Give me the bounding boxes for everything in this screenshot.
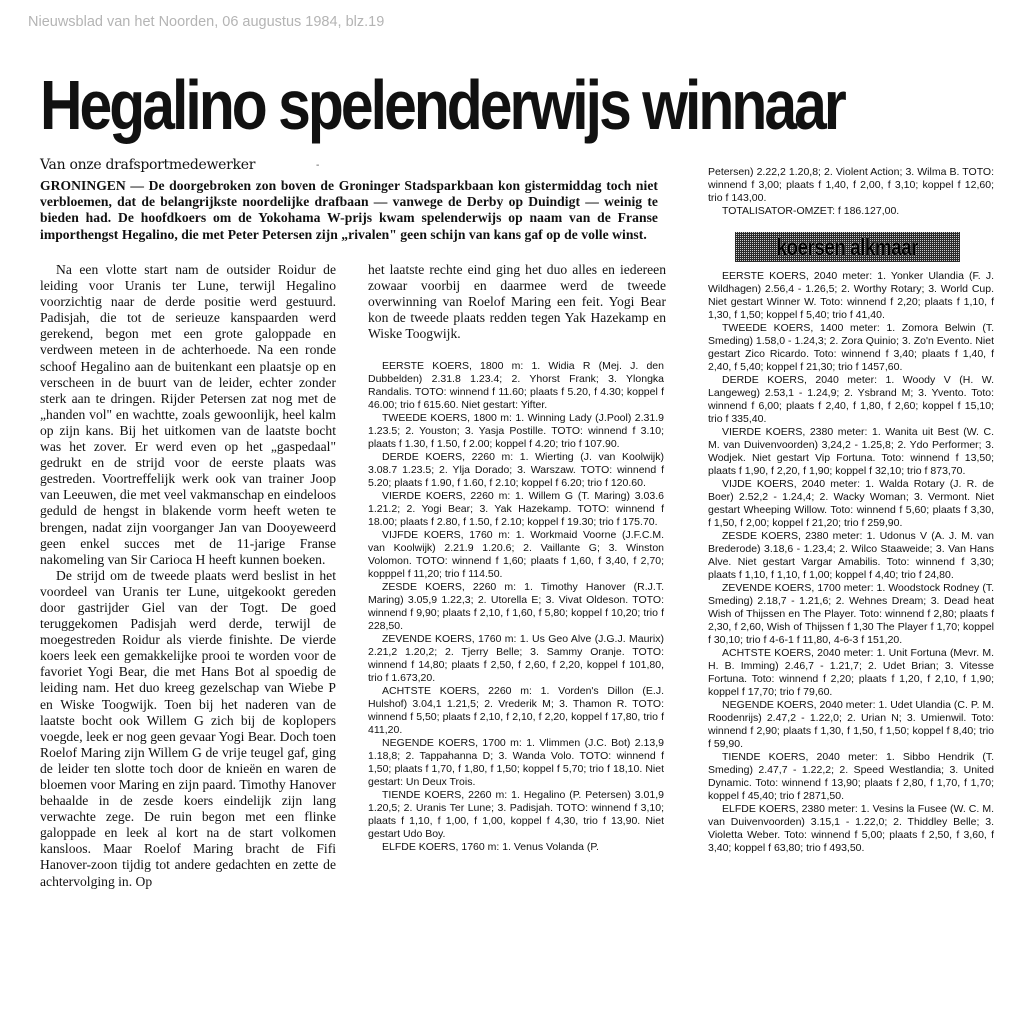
- race-result: VIERDE KOERS, 2260 m: 1. Willem G (T. Maring) 3.03.6 1.21.2; 2. Yogi Bear; 3. Yak Hazekamp. TOTO: winnend f 18.00; plaats f 2.80, f 1.50, f 2.10; koppel f 19.30; trio f 175.70.: [368, 490, 664, 528]
- race-result: TWEEDE KOERS, 1400 meter: 1. Zomora Belwin (T. Smeding) 1.58,0 - 1.24,3; 2. Zora Quinio; 3. Zo'n Evento. Niet gestart Zico Ricardo. Toto: winnend f 3,40; plaats f 1,40, f 2,40, f 5,40; koppel f 21,30; trio f 1457,60.: [708, 322, 994, 373]
- section-banner: [735, 232, 960, 262]
- source-caption: Nieuwsblad van het Noorden, 06 augustus 1984, blz.19: [28, 14, 385, 30]
- body-column-2: [368, 262, 666, 342]
- alkmaar-results: [708, 270, 994, 855]
- race-result: ACHTSTE KOERS, 2260 m: 1. Vorden's Dillon (E.J. Hulshof) 3.04,1 1.21,5; 2. Vrederik M; 3. Thamon R. TOTO: winnend f 5,50; plaats f 2,10, f 2,10, f 2,20, koppel f 17,80, trio f 411,20.: [368, 685, 664, 736]
- race-result: Petersen) 2.22,2 1.20,8; 2. Violent Action; 3. Wilma B. TOTO: winnend f 3,00; plaats f 1,40, f 2,00, f 3,10; koppel f 12,60; trio f 143,00.: [708, 166, 994, 204]
- race-result: EERSTE KOERS, 1800 m: 1. Widia R (Mej. J. den Dubbelden) 2.31.8 1.23.4; 2. Yhorst Frank; 3. Ylongka Randalis. TOTO: winnend f 11.60; plaats f 5.20, f 4.30; koppel f 46.00; trio f 615.60. Niet gestart: Yifter.: [368, 360, 664, 411]
- race-result: VIJDE KOERS, 2040 meter: 1. Walda Rotary (J. R. de Boer) 2.52,2 - 1.24,4; 2. Wacky Woman; 3. Vermont. Niet gestart Wheeping Willow. Toto: winnend f 5,60; plaats f 3,30, f 1,50, f 2,00; koppel f 21,20; trio f 259,90.: [708, 478, 994, 529]
- race-result: NEGENDE KOERS, 2040 meter: 1. Udet Ulandia (C. P. M. Roodenrijs) 2.47,2 - 1.22,0; 2. Urian N; 3. Umienwil. Toto: winnend f 2,90; plaats f 1,30, f 1,50, f 1,50; koppel f 8,40; trio f 59,90.: [708, 699, 994, 750]
- race-result: ELFDE KOERS, 2380 meter: 1. Vesins la Fusee (W. C. M. van Duivenvoorden) 3.15,1 - 1.22,0; 2. Thiddley Belle; 3. Violetta Weber. Toto: winnend f 5,00; plaats f 2,50, f 3,60, f 3,40; koppel f 63,80; trio f 493,50.: [708, 803, 994, 854]
- section-banner-label: koersen alkmaar: [776, 233, 919, 260]
- body-column-1: [40, 262, 336, 890]
- race-result: NEGENDE KOERS, 1700 m: 1. Vlimmen (J.C. Bot) 2.13,9 1.18,8; 2. Tappahanna D; 3. Wanda Volo. TOTO: winnend f 1,50; plaats f 1,70, f 1,80, f 1,50; koppel f 5,70; trio f 18,10. Niet gestart: Un Deux Trois.: [368, 737, 664, 788]
- race-result: VIJFDE KOERS, 1760 m: 1. Workmaid Voorne (J.F.C.M. van Koolwijk) 2.21.9 1.20.6; 2. Vaillante G; 3. Winston Volomon. TOTO: winnend f 1,60; plaats f 1,60, f 3,40, f 2,70; kopppel f 11,20; trio f 114.50.: [368, 529, 664, 580]
- race-result: TIENDE KOERS, 2260 m: 1. Hegalino (P. Petersen) 3.01,9 1.20,5; 2. Uranis Ter Lune; 3. Padisjah. TOTO: winnend f 3,10; plaats f 1,10, f 1,00, f 1,00, koppel f 4,30, trio f 13,90. Niet gestart Udo Boy.: [368, 789, 664, 840]
- race-result: DERDE KOERS, 2260 m: 1. Wierting (J. van Koolwijk) 3.08.7 1.23.5; 2. Ylja Dorado; 3. Warszaw. TOTO: winnend f 5.20; plaats f 1.90, f 1.60, f 2.10; koppel f 6.20; trio f 120.60.: [368, 451, 664, 489]
- body-paragraph: De strijd om de tweede plaats werd beslist in het voordeel van Uranis ter Lune, uitgekookt gereden door gastrijder Giel van der Togt. De goed teruggekomen Padisjah werd derde, terwijl de moegestreden Roidur als vierde finishte. De vierde koers leek een gemakkelijke prooi te worden voor de favoriet Yogi Bear, die met Hans Bot al spoedig de leiding nam. Het duo kreeg gezelschap van Wiebe P en Wiske Toogwijk. Toen bij het naderen van de laatste bocht ook Willem G zich bij de koplopers voegde, leek er nog geen gevaar Yogi Bear. Doch toen Roelof Maring zijn Willem G de vrije teugel gaf, ging de leider ten slotte toch door de knieën en waren de bloemen voor Maring en zijn paard. Timothy Hanover behaalde in de zesde koers eindelijk zijn lang verwachte zege. De ruin begon met een flinke galoppade en leek al kort na de start volkomen kansloos. Maar Roelof Maring bracht de Fifi Hanover-zoon tijdig tot andere gedachten en zette de achtervolging in. Op: [40, 567, 336, 889]
- article-headline: Hegalino spelenderwijs winnaar: [40, 66, 844, 144]
- lead-paragraph: GRONINGEN — De doorgebroken zon boven de Groninger Stadsparkbaan kon gistermiddag toch niet verbloemen, dat de belangrijkste noordelijke drafbaan — vanwege de Derby op Duindigt — weinig te bieden had. De hoofdkoers om de Yokohama W-prijs kwam spelenderwijs op naam van de Franse importhengst Hegalino, die met Peter Petersen zijn „rivalen" geen schijn van kans gaf op de volle winst.: [40, 178, 658, 242]
- race-result: TIENDE KOERS, 2040 meter: 1. Sibbo Hendrik (T. Smeding) 2.47,7 - 1.22,2; 2. Speed Westlandia; 3. United Dynamic. Toto: winnend f 13,90; plaats f 2,80, f 1,70, f 1,70; koppel f 45,40; trio f 2871,50.: [708, 751, 994, 802]
- race-result: ELFDE KOERS, 1760 m: 1. Venus Volanda (P.: [382, 841, 599, 853]
- race-result: ZESDE KOERS, 2380 meter: 1. Udonus V (A. J. M. van Brederode) 3.18,6 - 1.23,4; 2. Wilco Staaweide; 3. Van Hans Alve. Niet gestart Vargar Amabilis. Toto: winnend f 3,30; plaats f 1,10, f 1,10, f 1,00; koppel f 4,40; trio f 24,80.: [708, 530, 994, 581]
- byline: Van onze drafsportmedewerker: [40, 157, 256, 173]
- totalisator-total: TOTALISATOR-OMZET: f 186.127,00.: [722, 205, 900, 217]
- race-result: EERSTE KOERS, 2040 meter: 1. Yonker Ulandia (F. J. Wildhagen) 2.56,4 - 1.26,5; 2. Worthy Rotary; 3. World Cup. Niet gestart Winner W. Toto: winnend f 2,20; plaats f 1,10, f 1,30, f 1,50; koppel f 5,40; trio f 41,40.: [708, 270, 994, 321]
- body-paragraph: het laatste rechte eind ging het duo alles en iedereen zowaar voorbij en daarmee werd de tweede overwinning van Roelof Maring een feit. Yogi Bear kon de tweede plaats redden tegen Yak Hazekamp en Wiske Toogwijk.: [368, 262, 666, 342]
- body-paragraph: Na een vlotte start nam de outsider Roidur de leiding voor Uranis ter Lune, terwijl Hegalino voorzichtig naar de derde positie werd gestuurd. Padisjah, die tot de serieuze kanspaarden werd gerekend, begon met een grote galoppade en verdween meteen in de achterhoede. Na een ronde schoof Hegalino aan de buitenkant een plaatsje op en verscheen in de buurt van de leider, echter zonder sterk aan te dringen. Rijder Petersen zat nog met de „handen vol" en wachtte, zoals gewoonlijk, heel kalm op zijn kans. Bij het uitkomen van de laatste bocht was het zover. Er werd even op het „gaspedaal" gedrukt en de strijd voor de eerste plaats was gestreden. Voortreffelijk werk ook van trainer Joop van Leeuwen, die met veel vakmanschap en eindeloos geduld de hengst in blakende vorm heeft weten te brengen, nadat zijn voorganger Jan van Dooyeweerd geen enkel succes met de 11-jarige Franse nakomeling van Sir Carioca H heeft kunnen boeken.: [40, 262, 336, 567]
- groningen-results-continued: [708, 166, 994, 218]
- race-result: DERDE KOERS, 2040 meter: 1. Woody V (H. W. Langeweg) 2.53,1 - 1.24,9; 2. Ysbrand M; 3. Yvento. Toto: winnend f 6,00; plaats f 2,40, f 1,80, f 2,60; koppel f 15,10; trio f 335,40.: [708, 374, 994, 425]
- race-result: ZEVENDE KOERS, 1760 m: 1. Us Geo Alve (J.G.J. Maurix) 2.21,2 1.20,2; 2. Tjerry Belle; 3. Sammy Oranje. TOTO: winnend f 14,80; plaats f 2,50, f 2,60, f 2,20, koppel f 101,80, trio f 1.673,20.: [368, 633, 664, 684]
- groningen-results: [368, 360, 664, 854]
- race-result: VIERDE KOERS, 2380 meter: 1. Wanita uit Best (W. C. M. van Duivenvoorden) 3,24,2 - 1.25,8; 2. Ydo Performer; 3. Wodjek. Niet gestart Vip Fortuna. Toto: winnend f 13,50; plaats f 1,90, f 2,20, f 1,90; koppel f 32,10; trio f 873,70.: [708, 426, 994, 477]
- race-result: ZESDE KOERS, 2260 m: 1. Timothy Hanover (R.J.T. Maring) 3.05,9 1.22,3; 2. Utorella E; 3. Vivat Oldeson. TOTO: winnend f 9,90; plaats f 2,10, f 1,60, f 5,80; koppel f 10,20; trio f 228,50.: [368, 581, 664, 632]
- byline-dash: -: [316, 160, 320, 171]
- race-result: ACHTSTE KOERS, 2040 meter: 1. Unit Fortuna (Mevr. M. H. B. Imming) 2.46,7 - 1.21,7; 2. Udet Brian; 3. Vitesse Fortuna. Toto: winnend f 2,20; plaats f 1,20, f 2,10, f 1,90; koppel f 17,70; trio f 79,60.: [708, 647, 994, 698]
- race-result: ZEVENDE KOERS, 1700 meter: 1. Woodstock Rodney (T. Smeding) 2.18,7 - 1.21,6; 2. Wehnes Dream; 3. Dead heat Wish of Thijssen en The Player. Toto: winnend f 2,80; plaats f 2,30, f 2,60, Wish of Thijssen f 1,30 The Player f 1,70; koppel f 30,10; trio f 4-6-1 f 11,80, 4-6-3 f 151,20.: [708, 582, 994, 646]
- race-result: TWEEDE KOERS, 1800 m: 1. Winning Lady (J.Pool) 2.31.9 1.23.5; 2. Youston; 3. Yasja Postille. TOTO: winnend f 3.10; plaats f 1.30, f 1.50, f 2.00; koppel f 4.20; trio f 107.90.: [368, 412, 664, 450]
